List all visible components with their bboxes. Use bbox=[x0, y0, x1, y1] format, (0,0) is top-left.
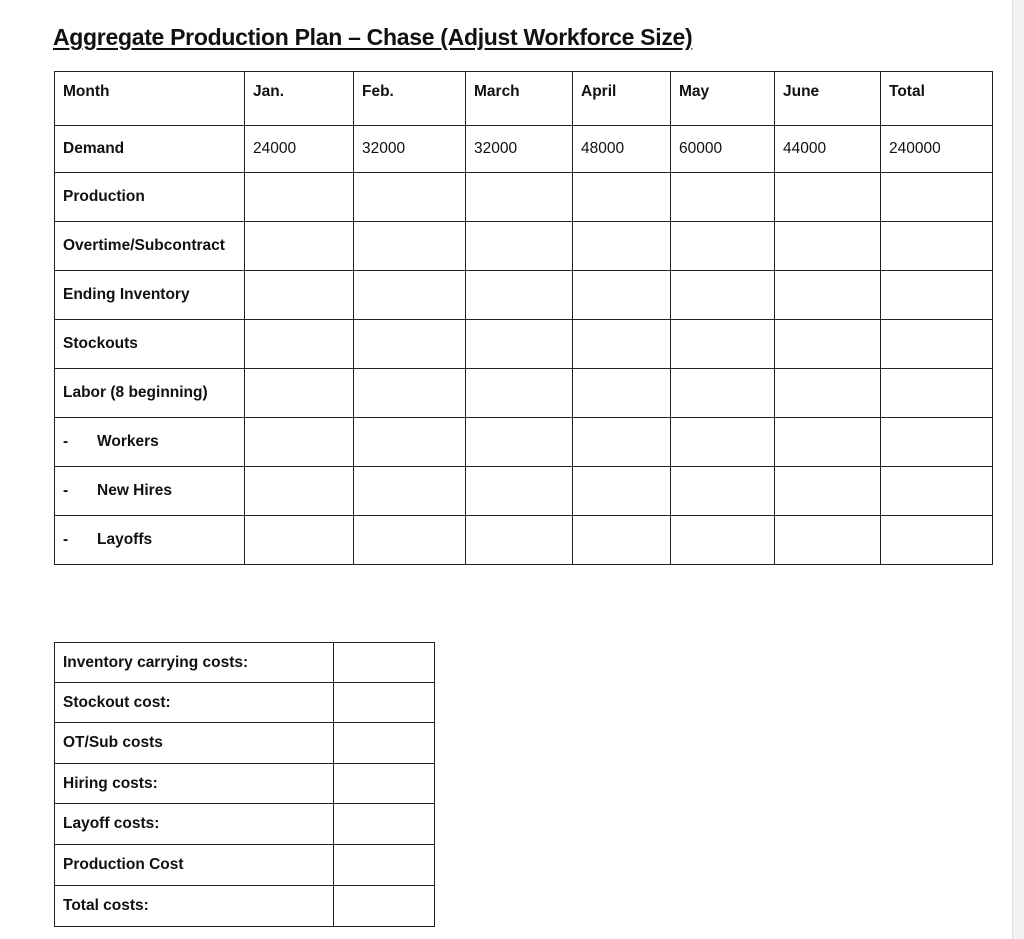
table-cell[interactable] bbox=[573, 320, 671, 369]
layoffs-label bbox=[55, 516, 245, 565]
demand-label: Demand bbox=[55, 126, 245, 173]
table-cell[interactable] bbox=[466, 467, 573, 516]
table-cell[interactable] bbox=[245, 418, 354, 467]
cost-value-cell[interactable] bbox=[334, 683, 435, 723]
total-cost-row bbox=[55, 886, 435, 927]
table-cell[interactable] bbox=[881, 369, 993, 418]
bullet-dash: - bbox=[63, 531, 69, 548]
month-header-feb: Feb. bbox=[354, 72, 466, 126]
total-cost-label: Total costs: bbox=[55, 886, 334, 927]
table-cell[interactable] bbox=[466, 369, 573, 418]
cost-value-cell[interactable] bbox=[334, 764, 435, 804]
stockout-cost-row bbox=[55, 683, 435, 723]
table-cell[interactable] bbox=[775, 222, 881, 271]
stockouts-row bbox=[55, 320, 993, 369]
month-header-april: April bbox=[573, 72, 671, 126]
table-cell[interactable] bbox=[573, 516, 671, 565]
table-cell[interactable] bbox=[354, 418, 466, 467]
table-cell[interactable] bbox=[573, 222, 671, 271]
month-header-jan: Jan. bbox=[245, 72, 354, 126]
workers-label-text: Workers bbox=[97, 433, 159, 450]
table-cell[interactable] bbox=[354, 369, 466, 418]
table-cell[interactable] bbox=[671, 467, 775, 516]
table-cell[interactable] bbox=[775, 320, 881, 369]
table-cell[interactable] bbox=[573, 369, 671, 418]
table-cell[interactable] bbox=[881, 271, 993, 320]
table-cell[interactable] bbox=[775, 516, 881, 565]
table-cell[interactable] bbox=[466, 516, 573, 565]
layoff-cost-label: Layoff costs: bbox=[55, 804, 334, 845]
cost-summary-table bbox=[54, 642, 435, 927]
production-cost-row bbox=[55, 845, 435, 886]
table-cell[interactable] bbox=[354, 271, 466, 320]
inventory-carrying-cost-row bbox=[55, 643, 435, 683]
overtime-row bbox=[55, 222, 993, 271]
table-cell[interactable] bbox=[573, 467, 671, 516]
table-cell[interactable] bbox=[245, 173, 354, 222]
table-cell[interactable] bbox=[245, 222, 354, 271]
table-cell[interactable] bbox=[245, 467, 354, 516]
demand-feb: 32000 bbox=[354, 126, 466, 173]
table-cell[interactable] bbox=[354, 516, 466, 565]
stockouts-label: Stockouts bbox=[55, 320, 245, 369]
bullet-dash: - bbox=[63, 482, 69, 499]
table-cell[interactable] bbox=[775, 173, 881, 222]
table-cell[interactable] bbox=[775, 271, 881, 320]
table-cell[interactable] bbox=[775, 467, 881, 516]
table-cell[interactable] bbox=[671, 320, 775, 369]
workers-row bbox=[55, 418, 993, 467]
table-cell[interactable] bbox=[881, 173, 993, 222]
table-cell[interactable] bbox=[671, 516, 775, 565]
demand-may: 60000 bbox=[671, 126, 775, 173]
demand-june: 44000 bbox=[775, 126, 881, 173]
cost-value-cell[interactable] bbox=[334, 723, 435, 764]
table-cell[interactable] bbox=[671, 222, 775, 271]
table-cell[interactable] bbox=[466, 271, 573, 320]
table-cell[interactable] bbox=[245, 369, 354, 418]
table-cell[interactable] bbox=[354, 467, 466, 516]
demand-april: 48000 bbox=[573, 126, 671, 173]
table-cell[interactable] bbox=[881, 320, 993, 369]
layoffs-row bbox=[55, 516, 993, 565]
production-cost-label: Production Cost bbox=[55, 845, 334, 886]
table-cell[interactable] bbox=[354, 173, 466, 222]
table-cell[interactable] bbox=[573, 271, 671, 320]
stockout-cost-label: Stockout cost: bbox=[55, 683, 334, 723]
table-cell[interactable] bbox=[354, 222, 466, 271]
ot-sub-cost-label: OT/Sub costs bbox=[55, 723, 334, 764]
table-cell[interactable] bbox=[775, 418, 881, 467]
ending-inventory-row bbox=[55, 271, 993, 320]
page-edge bbox=[1012, 0, 1024, 939]
labor-row bbox=[55, 369, 993, 418]
new-hires-label bbox=[55, 467, 245, 516]
workers-label bbox=[55, 418, 245, 467]
ot-sub-cost-row bbox=[55, 723, 435, 764]
table-cell[interactable] bbox=[671, 418, 775, 467]
labor-label: Labor (8 beginning) bbox=[55, 369, 245, 418]
month-header-march: March bbox=[466, 72, 573, 126]
overtime-label: Overtime/Subcontract bbox=[55, 222, 245, 271]
table-cell[interactable] bbox=[881, 418, 993, 467]
production-label: Production bbox=[55, 173, 245, 222]
demand-jan: 24000 bbox=[245, 126, 354, 173]
table-cell[interactable] bbox=[671, 369, 775, 418]
table-cell[interactable] bbox=[881, 467, 993, 516]
inventory-carrying-cost-label: Inventory carrying costs: bbox=[55, 643, 334, 683]
layoffs-label-text: Layoffs bbox=[97, 531, 153, 548]
table-cell[interactable] bbox=[671, 173, 775, 222]
bullet-dash: - bbox=[63, 433, 69, 450]
cost-value-cell[interactable] bbox=[334, 886, 435, 927]
hiring-cost-label: Hiring costs: bbox=[55, 764, 334, 804]
table-cell[interactable] bbox=[573, 418, 671, 467]
cost-value-cell[interactable] bbox=[334, 845, 435, 886]
table-cell[interactable] bbox=[354, 320, 466, 369]
header-row bbox=[55, 72, 993, 126]
production-plan-table bbox=[54, 71, 993, 565]
month-header-june: June bbox=[775, 72, 881, 126]
demand-row bbox=[55, 126, 993, 173]
table-cell[interactable] bbox=[245, 320, 354, 369]
month-header: Month bbox=[55, 72, 245, 126]
total-header: Total bbox=[881, 72, 993, 126]
cost-value-cell[interactable] bbox=[334, 804, 435, 845]
demand-march: 32000 bbox=[466, 126, 573, 173]
table-cell[interactable] bbox=[775, 369, 881, 418]
page-title: Aggregate Production Plan – Chase (Adjust Workforce Size) bbox=[53, 24, 693, 50]
table-cell[interactable] bbox=[245, 271, 354, 320]
layoff-cost-row bbox=[55, 804, 435, 845]
cost-value-cell[interactable] bbox=[334, 643, 435, 683]
table-cell[interactable] bbox=[573, 173, 671, 222]
table-cell[interactable] bbox=[881, 222, 993, 271]
table-cell[interactable] bbox=[245, 516, 354, 565]
table-cell[interactable] bbox=[466, 173, 573, 222]
new-hires-row bbox=[55, 467, 993, 516]
table-cell[interactable] bbox=[881, 516, 993, 565]
month-header-may: May bbox=[671, 72, 775, 126]
production-row bbox=[55, 173, 993, 222]
table-cell[interactable] bbox=[466, 418, 573, 467]
table-cell[interactable] bbox=[466, 320, 573, 369]
hiring-cost-row bbox=[55, 764, 435, 804]
table-cell[interactable] bbox=[671, 271, 775, 320]
ending-inventory-label: Ending Inventory bbox=[55, 271, 245, 320]
demand-total: 240000 bbox=[881, 126, 993, 173]
table-cell[interactable] bbox=[466, 222, 573, 271]
new-hires-label-text: New Hires bbox=[97, 482, 172, 499]
